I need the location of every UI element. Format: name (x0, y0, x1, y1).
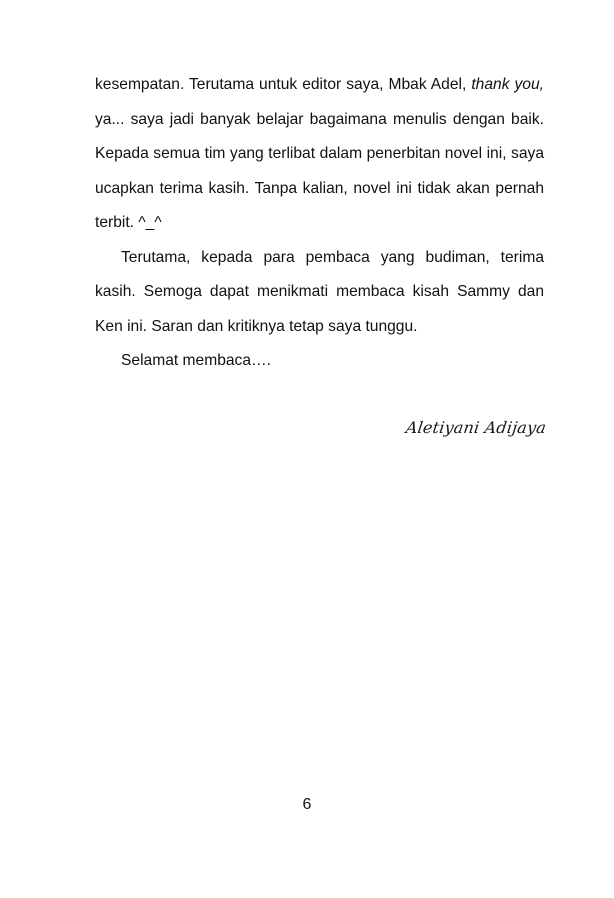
paragraph-1-text-a: kesempatan. Terutama untuk editor saya, Mbak Adel, (95, 76, 472, 93)
body-text (95, 68, 544, 379)
paragraph-1-text-b: ya... saya jadi banyak belajar bagaimana menulis dengan baik. Kepada semua tim yang terlibat dalam penerbitan novel ini, saya ucapkan terima kasih. Tanpa kalian, novel ini tidak akan pernah terbit. ^_^ (95, 110, 544, 231)
paragraph-2: Terutama, kepada para pembaca yang budiman, terima kasih. Semoga dapat menikmati membaca kisah Sammy dan Ken ini. Saran dan kritiknya tetap saya tunggu. (95, 248, 544, 335)
paragraph-1 (95, 68, 544, 241)
author-signature: Aletiyani Adijaya (404, 418, 548, 437)
page-number: 6 (302, 796, 312, 813)
paragraph-3: Selamat membaca…. (121, 352, 271, 369)
paragraph-1-italic: thank you, (471, 76, 544, 93)
